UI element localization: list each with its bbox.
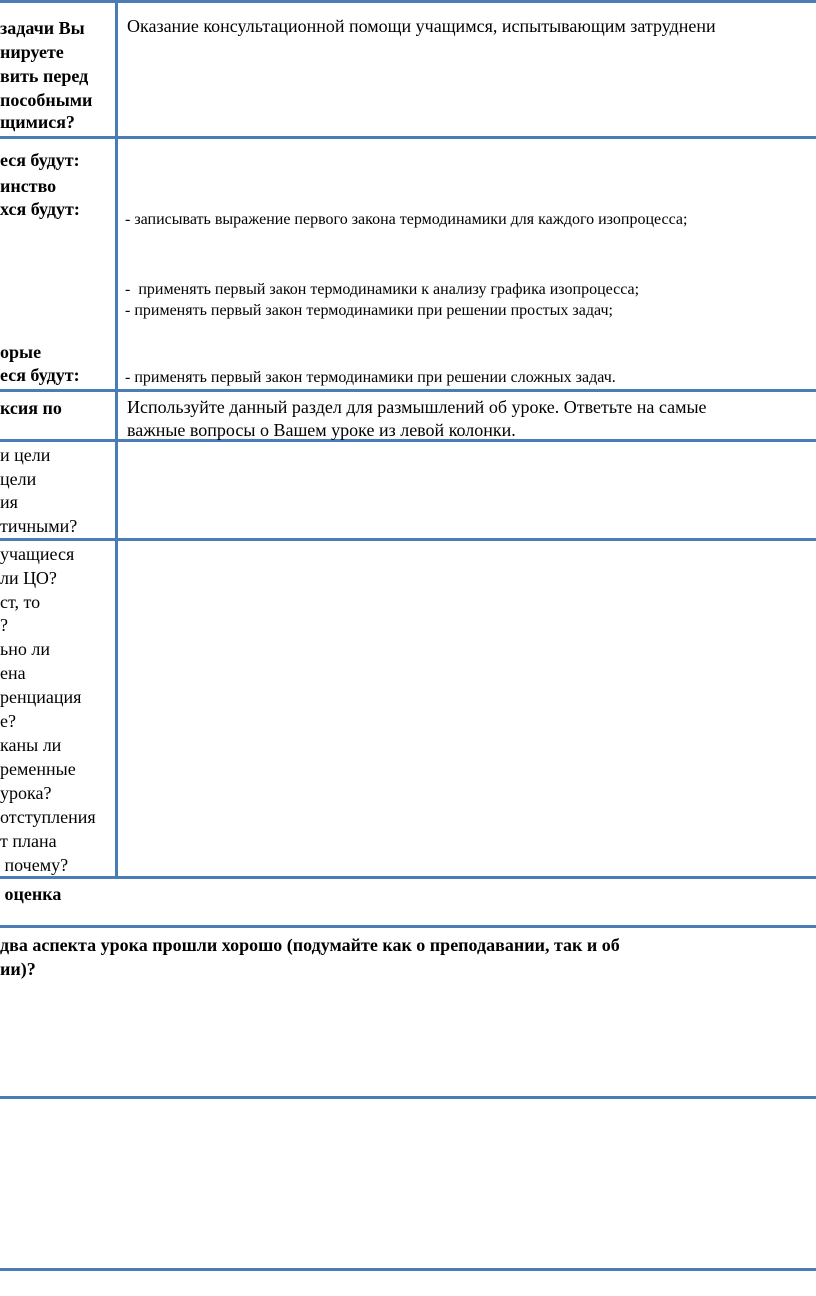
row2-left-line-2: инство bbox=[0, 176, 57, 196]
section-rule-middle bbox=[0, 1096, 816, 1099]
row1-left-line-2: нируете bbox=[0, 42, 64, 62]
row2-left-line-4: орые bbox=[0, 342, 42, 362]
row2-left-line-3: хся будут: bbox=[0, 199, 80, 219]
row5-left-line-1: учащиеся bbox=[0, 544, 75, 564]
section-answer-area[interactable] bbox=[0, 985, 816, 1093]
row4-right-cell[interactable] bbox=[120, 442, 810, 536]
table-column-divider bbox=[115, 0, 118, 879]
section-question-line-1: два аспекта урока прошли хорошо (подумайте как о преподавании, так и об bbox=[0, 935, 620, 955]
row5-left-line-9: каны ли bbox=[0, 735, 62, 755]
row4-left-line-2: цели bbox=[0, 469, 37, 489]
row4-left-line-4: тичными? bbox=[0, 516, 78, 536]
row5-left-line-5: ьно ли bbox=[0, 639, 50, 659]
row5-left-line-8: е? bbox=[0, 711, 16, 731]
row1-right-text: Оказание консультационной помощи учащимся, испытывающим затруднени bbox=[127, 16, 716, 36]
row2-item-2: - применять первый закон термодинамики к анализу графика изопроцесса; bbox=[125, 281, 640, 298]
row5-right-cell[interactable] bbox=[120, 541, 810, 874]
table-rule-row2 bbox=[0, 389, 816, 392]
row5-left-line-12: отступления bbox=[0, 807, 96, 827]
row2-item-3: - применять первый закон термодинамики при решении простых задач; bbox=[125, 302, 613, 319]
row5-left-line-11: урока? bbox=[0, 783, 52, 803]
table-rule-row5 bbox=[0, 876, 816, 879]
row5-left-line-14: почему? bbox=[0, 855, 69, 875]
row2-left-line-5: еся будут: bbox=[0, 365, 80, 385]
section-heading: оценка bbox=[0, 884, 62, 904]
table-rule-top bbox=[0, 0, 816, 3]
section-rule-heading bbox=[0, 925, 816, 928]
row4-left-line-1: и цели bbox=[0, 445, 51, 465]
row5-left-line-13: т плана bbox=[0, 831, 57, 851]
section-second-answer-area[interactable] bbox=[0, 1100, 816, 1265]
section-rule-bottom bbox=[0, 1268, 816, 1271]
row5-left-line-7: ренциация bbox=[0, 687, 82, 707]
row1-left-line-4: пособными bbox=[0, 90, 93, 110]
row5-left-line-10: ременные bbox=[0, 759, 76, 779]
section-question-line-2: ии)? bbox=[0, 959, 36, 979]
row5-left-line-2: ли ЦО? bbox=[0, 568, 57, 588]
row3-right-line-2: важные вопросы о Вашем уроке из левой колонки. bbox=[127, 420, 516, 440]
row3-right-line-1: Используйте данный раздел для размышлений об уроке. Ответьте на самые bbox=[127, 397, 707, 417]
row3-left-text: ксия по bbox=[0, 398, 62, 418]
row5-left-line-6: ена bbox=[0, 663, 26, 683]
row1-left-line-3: вить перед bbox=[0, 66, 89, 86]
row4-left-line-3: ия bbox=[0, 492, 18, 512]
row1-left-line-5: щимися? bbox=[0, 112, 75, 132]
row2-left-line-1: еся будут: bbox=[0, 150, 80, 170]
row5-left-line-3: ст, то bbox=[0, 592, 41, 612]
row2-item-4: - применять первый закон термодинамики при решении сложных задач. bbox=[125, 369, 616, 386]
row2-item-1: - записывать выражение первого закона термодинамики для каждого изопроцесса; bbox=[125, 211, 688, 228]
table-rule-row1 bbox=[0, 136, 816, 139]
row1-left-line-1: задачи Вы bbox=[0, 18, 85, 38]
row5-left-line-4: ? bbox=[0, 615, 8, 635]
